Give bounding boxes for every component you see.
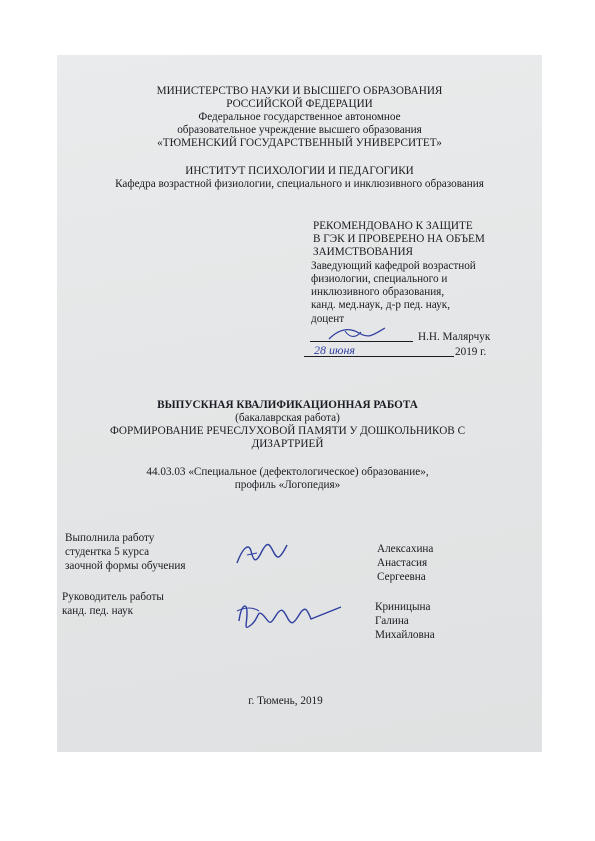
ministry-line-2: РОССИЙСКОЙ ФЕДЕРАЦИИ [226, 98, 373, 110]
author-label-3: заочной формы обучения [65, 560, 186, 572]
department-name: Кафедра возрастной физиологии, специального и инклюзивного образования [115, 178, 484, 190]
supervisor-signature-image [233, 591, 345, 637]
head-name: Н.Н. Малярчук [418, 331, 491, 343]
author-name-3: Сергеевна [377, 571, 426, 583]
topic-line-2: ДИЗАРТРИЕЙ [251, 438, 324, 450]
approval-role-3: инклюзивного образования, [311, 286, 445, 298]
program-line-2: профиль «Логопедия» [234, 479, 341, 491]
handwritten-date: 28 июня [314, 343, 355, 357]
document-photo [57, 55, 542, 752]
supervisor-name-3: Михайловна [375, 629, 435, 641]
supervisor-label-1: Руководитель работы [62, 591, 164, 603]
approval-role-2: физиологии, специального и [311, 273, 448, 285]
approval-role-1: Заведующий кафедрой возрастной [311, 260, 476, 272]
supervisor-name-1: Криницына [375, 601, 431, 613]
supervisor-label-2: канд. пед. наук [62, 605, 134, 617]
document-title: ВЫПУСКНАЯ КВАЛИФИКАЦИОННАЯ РАБОТА [157, 399, 418, 411]
university-name: «ТЮМЕНСКИЙ ГОСУДАРСТВЕННЫЙ УНИВЕРСИТЕТ» [157, 137, 442, 149]
author-label-2: студентка 5 курса [65, 546, 150, 558]
ministry-line-1: МИНИСТЕРСТВО НАУКИ И ВЫСШЕГО ОБРАЗОВАНИЯ [156, 85, 443, 97]
author-signature-image [233, 537, 291, 571]
org-line-1: Федеральное государственное автономное [198, 111, 401, 123]
institute-name: ИНСТИТУТ ПСИХОЛОГИИ И ПЕДАГОГИКИ [185, 165, 414, 177]
supervisor-name-2: Галина [375, 615, 409, 627]
city-year: г. Тюмень, 2019 [248, 695, 323, 707]
program-line-1: 44.03.03 «Специальное (дефектологическое) образование», [146, 466, 429, 478]
approval-line-1: РЕКОМЕНДОВАНО К ЗАЩИТЕ [313, 220, 473, 232]
approval-role-4: канд. мед.наук, д-р пед. наук, [311, 299, 451, 311]
approval-line-3: ЗАИМСТВОВАНИЯ [313, 246, 414, 258]
head-signature-image [325, 323, 395, 345]
org-line-2: образовательное учреждение высшего образования [177, 124, 422, 136]
approval-year: 2019 г. [455, 346, 487, 358]
topic-line-1: ФОРМИРОВАНИЕ РЕЧЕСЛУХОВОЙ ПАМЯТИ У ДОШКОЛЬНИКОВ С [109, 425, 466, 437]
document-subtitle: (бакалаврская работа) [235, 412, 340, 424]
author-name-1: Алексахина [377, 543, 434, 555]
approval-role-5: доцент [311, 313, 345, 325]
author-name-2: Анастасия [377, 557, 428, 569]
author-label-1: Выполнила работу [65, 532, 155, 544]
approval-line-2: В ГЭК И ПРОВЕРЕНО НА ОБЪЕМ [313, 233, 485, 245]
